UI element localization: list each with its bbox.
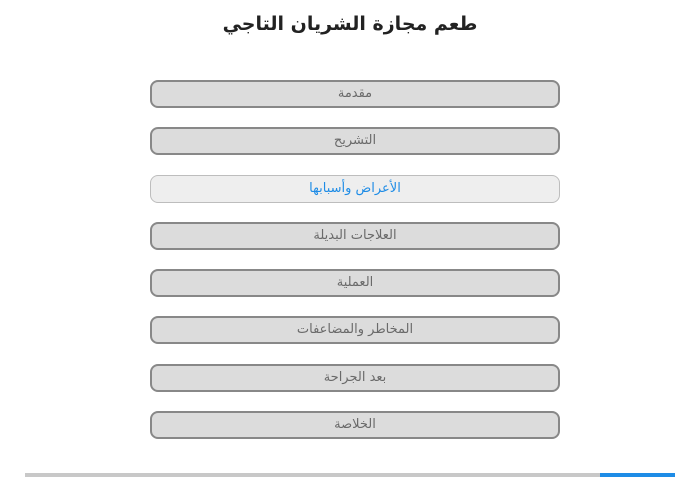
menu-item-summary[interactable]: الخلاصة: [150, 411, 560, 439]
menu-item-alternative-treatments[interactable]: العلاجات البديلة: [150, 222, 560, 250]
menu-item-procedure[interactable]: العملية: [150, 269, 560, 297]
progress-bar: [25, 473, 675, 477]
page-title: طعم مجازة الشريان التاجي: [222, 13, 478, 35]
menu-item-after-surgery[interactable]: بعد الجراحة: [150, 364, 560, 392]
menu-item-symptoms-causes[interactable]: الأعراض وأسبابها: [150, 175, 560, 203]
progress-bar-fill: [600, 473, 675, 477]
menu-item-risks-complications[interactable]: المخاطر والمضاعفات: [150, 316, 560, 344]
menu-item-introduction[interactable]: مقدمة: [150, 80, 560, 108]
chapter-menu: [150, 80, 560, 458]
menu-item-anatomy[interactable]: التشريح: [150, 127, 560, 155]
